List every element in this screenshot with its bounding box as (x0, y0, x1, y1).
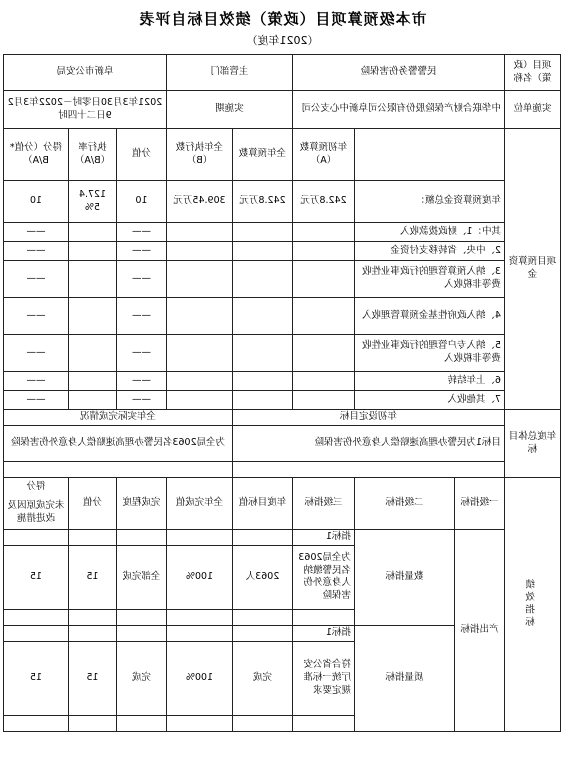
budget-total-row (3, 181, 560, 223)
kpi-header-row (3, 478, 560, 530)
kpi-head-score-value: 分值 (68, 478, 116, 530)
goal-actual-label: 全年实际完成情况 (3, 410, 232, 426)
kpi-head-actual: 全年完成值 (166, 478, 232, 530)
kpi-score-value: 15 (68, 641, 116, 715)
total-score-value: 10 (116, 181, 166, 223)
dash-cell: —— (3, 298, 68, 335)
source-row (3, 261, 560, 298)
dept-value: 阜新市公安局 (3, 55, 166, 91)
page-subtitle: （2021年度） (246, 34, 319, 47)
kpi-indicator-label: 指标1 (293, 625, 355, 641)
dash-cell: —— (116, 223, 166, 242)
period-label: 实施期 (166, 91, 292, 129)
project-name-value: 民警警务伤害保险 (293, 55, 505, 91)
kpi-progress: 完成 (116, 641, 166, 715)
source-label: 5、纳入专户管理的行政事业性收费等非税收入 (355, 335, 505, 372)
kpi-head-score-reason (3, 478, 68, 530)
dash-cell: —— (116, 372, 166, 391)
budget-blank-head (355, 129, 505, 181)
kpi-head-target: 年度目标值 (233, 478, 293, 530)
unit-value: 中华联合财产保险股份有限公司阜新中心支公司 (293, 91, 505, 129)
total-score: 10 (3, 181, 68, 223)
goal-section-label: 年度总体目标 (505, 410, 561, 478)
dash-cell: —— (116, 242, 166, 261)
kpi-head-reason: 未完成原因及改进措施 (7, 500, 65, 524)
col-rate: 执行率（B/A） (68, 129, 116, 181)
kpi-head-level3: 三级指标 (293, 478, 355, 530)
budget-section-label: 项目预算资金 (505, 129, 561, 410)
kpi-actual: 100% (166, 545, 232, 609)
dash-cell: —— (116, 298, 166, 335)
total-rate: 127.45% (68, 181, 116, 223)
kpi-head-level2: 二级指标 (355, 478, 455, 530)
goal-gap-row (3, 462, 560, 478)
kpi-section-label: 绩效指标 (505, 478, 561, 732)
kpi-actual: 100% (166, 641, 232, 715)
dash-cell: —— (3, 261, 68, 298)
unit-label: 实施单位 (505, 91, 561, 129)
budget-header-row (3, 129, 560, 181)
period-value: 2021年3月30日零时－2022年3月29日二十四时 (3, 91, 166, 129)
source-row (3, 298, 560, 335)
col-score-value: 分值 (116, 129, 166, 181)
total-initial: 242.8万元 (293, 181, 355, 223)
dash-cell: —— (3, 372, 68, 391)
total-exec: 309.45万元 (166, 181, 232, 223)
col-score: 得分（分值*B/A） (3, 129, 68, 181)
source-row (3, 223, 560, 242)
total-full-year: 242.8万元 (233, 181, 293, 223)
source-row (3, 391, 560, 410)
source-label: 4、纳入政府性基金预算管理收入 (355, 298, 505, 335)
kpi-target: 完成 (233, 641, 293, 715)
dash-cell: —— (3, 242, 68, 261)
dash-cell: —— (3, 335, 68, 372)
kpi-level1-output: 产出指标 (455, 530, 505, 732)
source-label: 3、纳入预算管理的行政事业性收费等非税收入 (355, 261, 505, 298)
dash-cell: —— (116, 261, 166, 298)
goal-planned-value: 目标1为民警办理高速赔偿人身意外伤害保险 (233, 426, 505, 462)
col-initial: 年初预算数（A） (293, 129, 355, 181)
dash-cell: —— (3, 391, 68, 410)
dash-cell: —— (116, 335, 166, 372)
kpi-level2: 数量指标 (355, 530, 455, 626)
goal-header-row (3, 410, 560, 426)
source-row (3, 372, 560, 391)
kpi-score: 15 (3, 545, 68, 609)
source-label: 6、上年结转 (355, 372, 505, 391)
kpi-level3: 符合省公安厅统一标准规定要求 (293, 641, 355, 715)
kpi-level2: 质量指标 (355, 625, 455, 731)
source-label: 其中：1、财政拨款收入 (355, 223, 505, 242)
source-label: 2、中央、省转移支付资金 (355, 242, 505, 261)
kpi-indicator-label: 指标1 (293, 530, 355, 546)
kpi-head-progress: 完成程度 (116, 478, 166, 530)
source-row (3, 335, 560, 372)
kpi-head-score: 得分 (26, 481, 46, 493)
goal-planned-label: 年初设定目标 (233, 410, 505, 426)
source-label: 7、其他收入 (355, 391, 505, 410)
project-name-label: 项目（政策）名称 (505, 55, 561, 91)
source-row (3, 242, 560, 261)
kpi-level3: 为全局2063名民警缴纳人身意外伤害保险 (293, 545, 355, 609)
kpi-score-value: 15 (68, 545, 116, 609)
col-full-year: 全年预算数 (233, 129, 293, 181)
unit-row (3, 91, 560, 129)
kpi-head-level1: 一级指标 (455, 478, 505, 530)
goal-row (3, 426, 560, 462)
kpi-progress: 全部完成 (116, 545, 166, 609)
kpi-indicator-label-row (3, 530, 560, 546)
goal-actual-value: 为全局2063名民警办理高速赔偿人身意外伤害保险 (3, 426, 232, 462)
kpi-score: 15 (3, 641, 68, 715)
dash-cell: —— (116, 391, 166, 410)
col-exec: 全年执行数（B） (166, 129, 232, 181)
project-row (3, 55, 560, 91)
dash-cell: —— (3, 223, 68, 242)
total-label: 年度预算资金总额： (355, 181, 505, 223)
page-title: 市本级预算项目（政策）绩效目标自评表 (138, 10, 427, 28)
kpi-target: 2063人 (233, 545, 293, 609)
evaluation-table (3, 54, 561, 732)
dept-label: 主管部门 (166, 55, 292, 91)
